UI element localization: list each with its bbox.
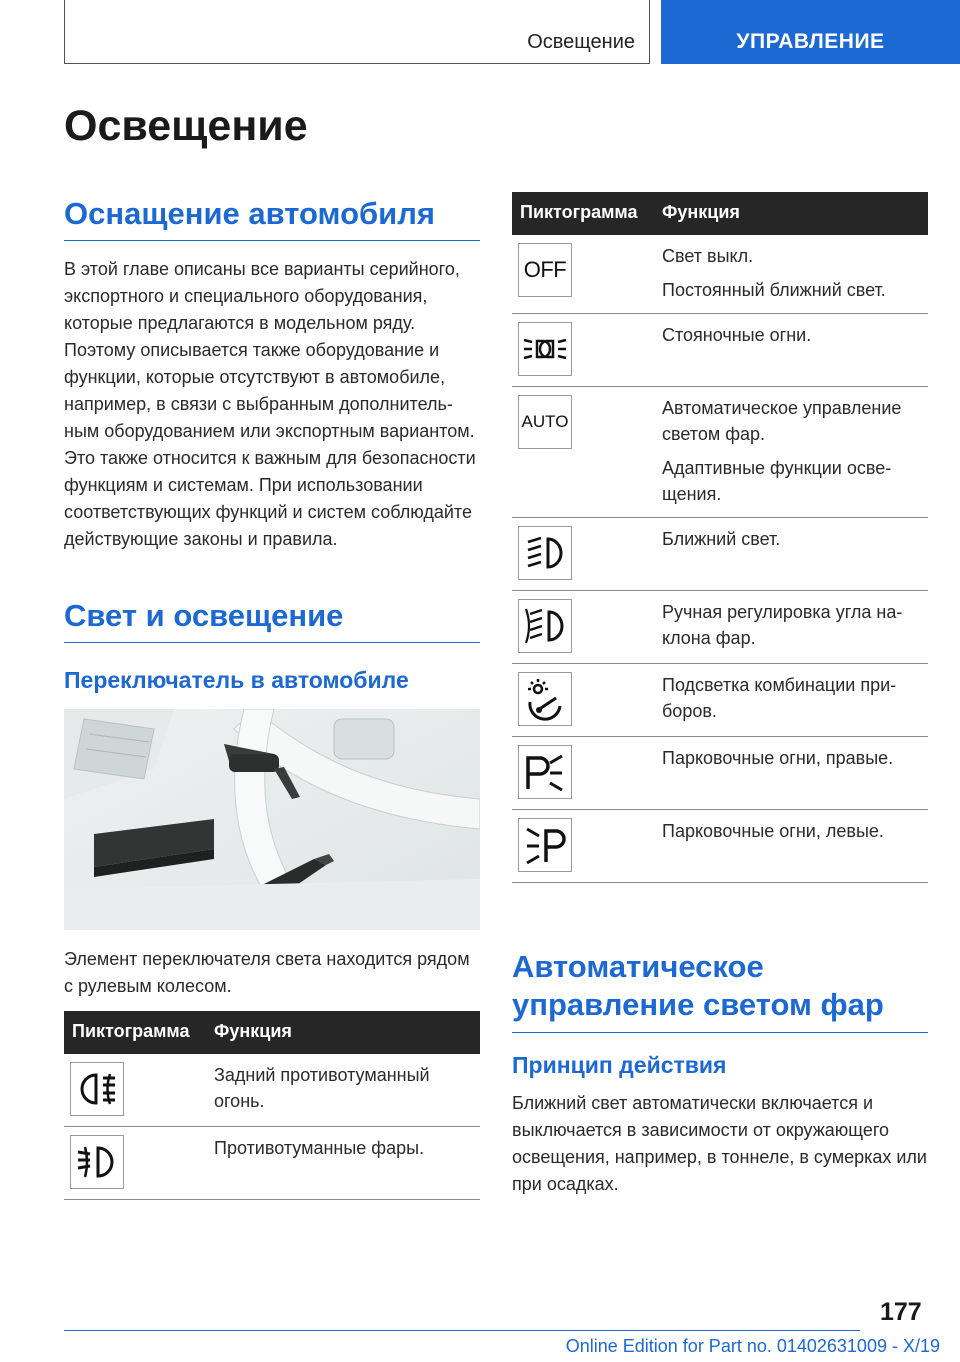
column-header-icon: Пиктограмма (64, 1011, 206, 1054)
table-row (512, 518, 928, 591)
table-row (512, 591, 928, 664)
page-title: Освещение (64, 102, 308, 150)
page-number: 177 (880, 1298, 922, 1326)
row-function: Ближний свет. (662, 529, 781, 549)
column-header-function: Функция (206, 1011, 480, 1054)
principle-text: Ближний свет автоматически включается и выключается в зависимости от окружающего освещения, например, в тоннеле, в сумерках или при осадках. (512, 1093, 927, 1194)
table-row (512, 737, 928, 810)
auto-control-heading: Автоматическое управление светом фар (512, 948, 928, 1033)
table-row (64, 1127, 480, 1200)
column-header-icon: Пиктограмма (512, 192, 654, 235)
header-section-tab: Освещение (64, 0, 650, 64)
front-fog-icon (70, 1135, 124, 1189)
auto-icon: AUTO (518, 395, 572, 449)
table-fog-lights (64, 1011, 480, 1200)
row-function: Парковочные огни, левые. (662, 821, 884, 841)
switch-text: Элемент переключателя света находится рядом с рулевым колесом. (64, 949, 470, 996)
row-function: Парковочные огни, правые. (662, 748, 894, 768)
table-row (512, 314, 928, 387)
rear-fog-icon (70, 1062, 124, 1116)
column-header-function: Функция (654, 192, 928, 235)
instrument-lighting-icon (518, 672, 572, 726)
footer-divider (64, 1330, 860, 1331)
switch-heading: Переключатель в автомобиле (64, 667, 409, 693)
principle-heading: Принцип действия (512, 1052, 727, 1078)
table-row (512, 664, 928, 737)
headlight-range-icon (518, 599, 572, 653)
row-function: Постоянный ближний свет. (662, 280, 886, 300)
row-function: Адаптивные функции освещения. (662, 458, 892, 504)
edition-footer: Online Edition for Part no. 01402631009 - X/19 (565, 1336, 940, 1356)
row-function: Стояночные огни. (662, 325, 812, 345)
parking-left-icon (518, 818, 572, 872)
row-function: Задний противотуманный огонь. (214, 1065, 430, 1111)
parking-right-icon (518, 745, 572, 799)
row-function: Свет выкл. (662, 246, 754, 266)
off-icon: OFF (518, 243, 572, 297)
parking-lights-icon (518, 322, 572, 376)
row-function: Ручная регулировка угла наклона фар. (662, 602, 903, 648)
light-heading: Свет и освещение (64, 598, 480, 643)
table-row (512, 235, 928, 314)
table-row (512, 810, 928, 883)
light-switch-photo (64, 709, 480, 930)
table-light-switch (512, 192, 928, 883)
table-row (64, 1054, 480, 1127)
row-function: Автоматическое управление светом фар. (662, 398, 902, 444)
header-chapter-tab: УПРАВЛЕНИЕ (661, 0, 960, 64)
low-beam-icon (518, 526, 572, 580)
table-row (512, 387, 928, 518)
row-function: Противотуманные фары. (214, 1138, 425, 1158)
equipment-text: В этой главе описаны все варианты серийного, экспортного и специального оборудования, которые предлагаются в модельном ряду. Поэтому описывается также оборудование и функции, которые отсутствуют в автомобиле, например, в связи с выбранным дополнительным оборудованием или экспортным вариантом. Это также относится к важным для безопасности функциям и системам. При использовании соответствующих функций и систем соблюдайте действующие законы и правила. (64, 259, 476, 549)
row-function: Подсветка комбинации приборов. (662, 675, 897, 721)
equipment-heading: Оснащение автомобиля (64, 196, 480, 241)
